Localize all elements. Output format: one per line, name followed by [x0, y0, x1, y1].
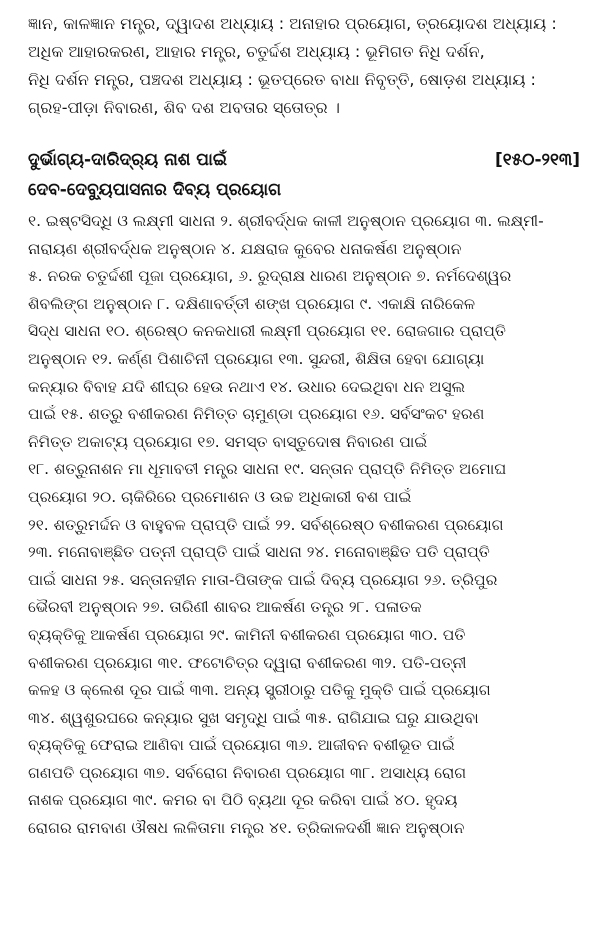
section-title: ଦୁର୍ଭାଗ୍ୟ-ଦାରିଦ୍ର୍ୟ ନାଶ ପାଇଁ [28, 150, 228, 170]
body-line: ବ୍ୟକ୍ତିକୁ ଆକର୍ଷଣ ପ୍ରୟୋଗ ୨୯. କାମିନୀ ବଶୀକରଣ ପ୍ରୟୋଗ ୩୦. ପତି [28, 625, 466, 644]
body-line: ନାଶକ ପ୍ରୟୋଗ ୩୯. କମର ବା ପିଠି ବ୍ୟଥା ଦୂର କରିବା ପାଇଁ ୪୦. ହୃଦୟ [28, 791, 458, 810]
body-line: ଭୈରବୀ ଅନୁଷ୍ଠାନ ୨୭. ତାରିଣୀ ଶାବର ଆକର୍ଷଣ ତନ୍ତ୍ର ୨୮. ପଳାତକ [28, 598, 422, 617]
intro-line: ଗ୍ରହ-ପୀଡ଼ା ନିବାରଣ, ଶିବ ଦଶ ଅବତାର ସ୍ତୋତ୍ର । [28, 98, 340, 117]
body-line: ବ୍ୟକ୍ତିକୁ ଫେରାଇ ଆଣିବା ପାଇଁ ପ୍ରୟୋଗ ୩୬. ଆଜୀବନ ବଶୀଭୂତ ପାଇଁ [28, 736, 455, 755]
body-line: ନାରାୟଣ ଶ୍ରୀବର୍ଦ୍ଧକ ଅନୁଷ୍ଠାନ ୪. ଯକ୍ଷରାଜ କୁବେର ଧନାକର୍ଷଣ ଅନୁଷ୍ଠାନ [28, 239, 462, 258]
section-subtitle: ଦେବ-ଦେବ୍ୟୁପାସନାର ଦିବ୍ୟ ପ୍ରୟୋଗ [28, 180, 282, 200]
body-line: ଅନୁଷ୍ଠାନ ୧୨. କର୍ଣ୍ଣ ପିଶାଚିନୀ ପ୍ରୟୋଗ ୧୩. ସୁନ୍ଦରୀ, ଶିକ୍ଷିତା ହେବା ଯୋଗ୍ୟା [28, 349, 485, 368]
body-line: ଶିବଲିଙ୍ଗ ଅନୁଷ୍ଠାନ ୮. ଦକ୍ଷିଣାବର୍ତ୍ତୀ ଶଙ୍ଖ ପ୍ରୟୋଗ ୯. ଏକାକ୍ଷି ନାରିକେଳ [28, 294, 476, 313]
section-heading [28, 147, 580, 173]
body-line: ବଶୀକରଣ ପ୍ରୟୋଗ ୩୧. ଫଟୋଚିତ୍ର ଦ୍ୱାରା ବଶୀକରଣ ୩୨. ପତି-ପତ୍ନୀ [28, 653, 467, 672]
body-line: ୧. ଇଷ୍ଟସିଦ୍ଧି ଓ ଲକ୍ଷ୍ମୀ ସାଧନା ୨. ଶ୍ରୀବର୍ଦ୍ଧକ କାଳୀ ଅନୁଷ୍ଠାନ ପ୍ରୟୋଗ ୩. ଲକ୍ଷ୍ମୀ- [28, 212, 544, 230]
intro-paragraph [28, 10, 580, 122]
body-line: ୫. ନରକ ଚତୁର୍ଦ୍ଦଶୀ ପୂଜା ପ୍ରୟୋଗ, ୬. ରୁଦ୍ରାକ୍ଷ ଧାରଣ ଅନୁଷ୍ଠାନ ୭. ନର୍ମଦେଶ୍ୱର [28, 267, 512, 286]
body-line: ପାଇଁ ସାଧନା ୨୫. ସନ୍ତାନହୀନ ମାତା-ପିତାଙ୍କ ପାଇଁ ଦିବ୍ୟ ପ୍ରୟୋଗ ୨୬. ତ୍ରିପୁର [28, 570, 498, 589]
body-line: ରୋଗର ରାମବାଣ ଔଷଧ ଲଳିତାମା ମନ୍ତ୍ର ୪୧. ତ୍ରିକାଳଦର୍ଶୀ ଜ୍ଞାନ ଅନୁଷ୍ଠାନ [28, 819, 465, 838]
intro-line: ଅଧିକ ଆହାରକରଣ, ଆହାର ମନ୍ତ୍ର, ଚତୁର୍ଦ୍ଦଶ ଅଧ୍ୟାୟ : ଭୂମିଗତ ନିଧି ଦର୍ଶନ, [28, 42, 485, 61]
body-line: ପ୍ରୟୋଗ ୨୦. ଚାକିରିରେ ପ୍ରମୋଶନ ଓ ଉଚ୍ଚ ଅଧିକାରୀ ବଶ ପାଇଁ [28, 487, 412, 506]
body-line: ୨୩. ମନୋବାଞ୍ଛିତ ପତ୍ନୀ ପ୍ରାପ୍ତି ପାଇଁ ସାଧନା ୨୪. ମନୋବାଞ୍ଛିତ ପତି ପ୍ରାପ୍ତି [28, 543, 490, 562]
body-line: ନିମିତ୍ତ ଅକାଟ୍ୟ ପ୍ରୟୋଗ ୧୭. ସମସ୍ତ ବାସ୍ତୁଦୋଷ ନିବାରଣ ପାଇଁ [28, 432, 428, 451]
body-line: କଳହ ଓ କ୍ଲେଶ ଦୂର ପାଇଁ ୩୩. ଅନ୍ୟ ସ୍ତ୍ରୀଠାରୁ ପତିକୁ ମୁକ୍ତି ପାଇଁ ପ୍ରୟୋଗ [28, 681, 491, 700]
section-page-range: [୧୫୦-୨୧୩] [494, 150, 580, 170]
intro-line: ଜ୍ଞାନ, କାଳଜ୍ଞାନ ମନ୍ତ୍ର, ଦ୍ୱାଦଶ ଅଧ୍ୟାୟ : ଅନାହାର ପ୍ରୟୋଗ, ତ୍ରୟୋଦଶ ଅଧ୍ୟାୟ : [28, 14, 557, 33]
body-line: ୧୮. ଶତ୍ରୁନାଶନ ମା ଧୂମାବତୀ ମନ୍ତ୍ର ସାଧନା ୧୯. ସନ୍ତାନ ପ୍ରାପ୍ତି ନିମିତ୍ତ ଅମୋଘ [28, 460, 507, 479]
body-line: ସିଦ୍ଧ ସାଧନା ୧୦. ଶ୍ରେଷ୍ଠ କନକଧାରୀ ଲକ୍ଷ୍ମୀ ପ୍ରୟୋଗ ୧୧. ରୋଜଗାର ପ୍ରାପ୍ତି [28, 322, 506, 341]
body-line [28, 843, 580, 871]
body-line: ୩୪. ଶ୍ୱଶୁରଘରେ କନ୍ୟାର ସୁଖ ସମୃଦ୍ଧି ପାଇଁ ୩୫. ରାଗିଯାଇ ଘରୁ ଯାଉଥିବା [28, 708, 479, 727]
intro-line: ନିଧି ଦର୍ଶନ ମନ୍ତ୍ର, ପଞ୍ଚଦଶ ଅଧ୍ୟାୟ : ଭୂତପ୍ରେତ ବାଧା ନିବୃତ୍ତି, ଷୋଡ଼ଶ ଅଧ୍ୟାୟ : [28, 70, 536, 89]
body-line: ପାଇଁ ୧୫. ଶତ୍ରୁ ବଶୀକରଣ ନିମିତ୍ତ ଚାମୁଣ୍ଡା ପ୍ରୟୋଗ ୧୬. ସର୍ବସଂକଟ ହରଣ [28, 405, 485, 424]
body-line: ଗଣପତି ପ୍ରୟୋଗ ୩୭. ସର୍ବରୋଗ ନିବାରଣ ପ୍ରୟୋଗ ୩୮. ଅସାଧ୍ୟ ରୋଗ [28, 763, 467, 782]
section-body [28, 208, 580, 870]
body-line: କନ୍ୟାର ବିବାହ ଯଦି ଶୀଘ୍ର ହେଉ ନଥାଏ ୧୪. ଉଧାର ଦେଇଥିବା ଧନ ଅସୁଲ [28, 377, 466, 396]
body-line: ୨୧. ଶତ୍ରୁମର୍ଦ୍ଦନ ଓ ବାହୁବଳ ପ୍ରାପ୍ତି ପାଇଁ ୨୨. ସର୍ବଶ୍ରେଷ୍ଠ ବଶୀକରଣ ପ୍ରୟୋଗ [28, 515, 504, 534]
